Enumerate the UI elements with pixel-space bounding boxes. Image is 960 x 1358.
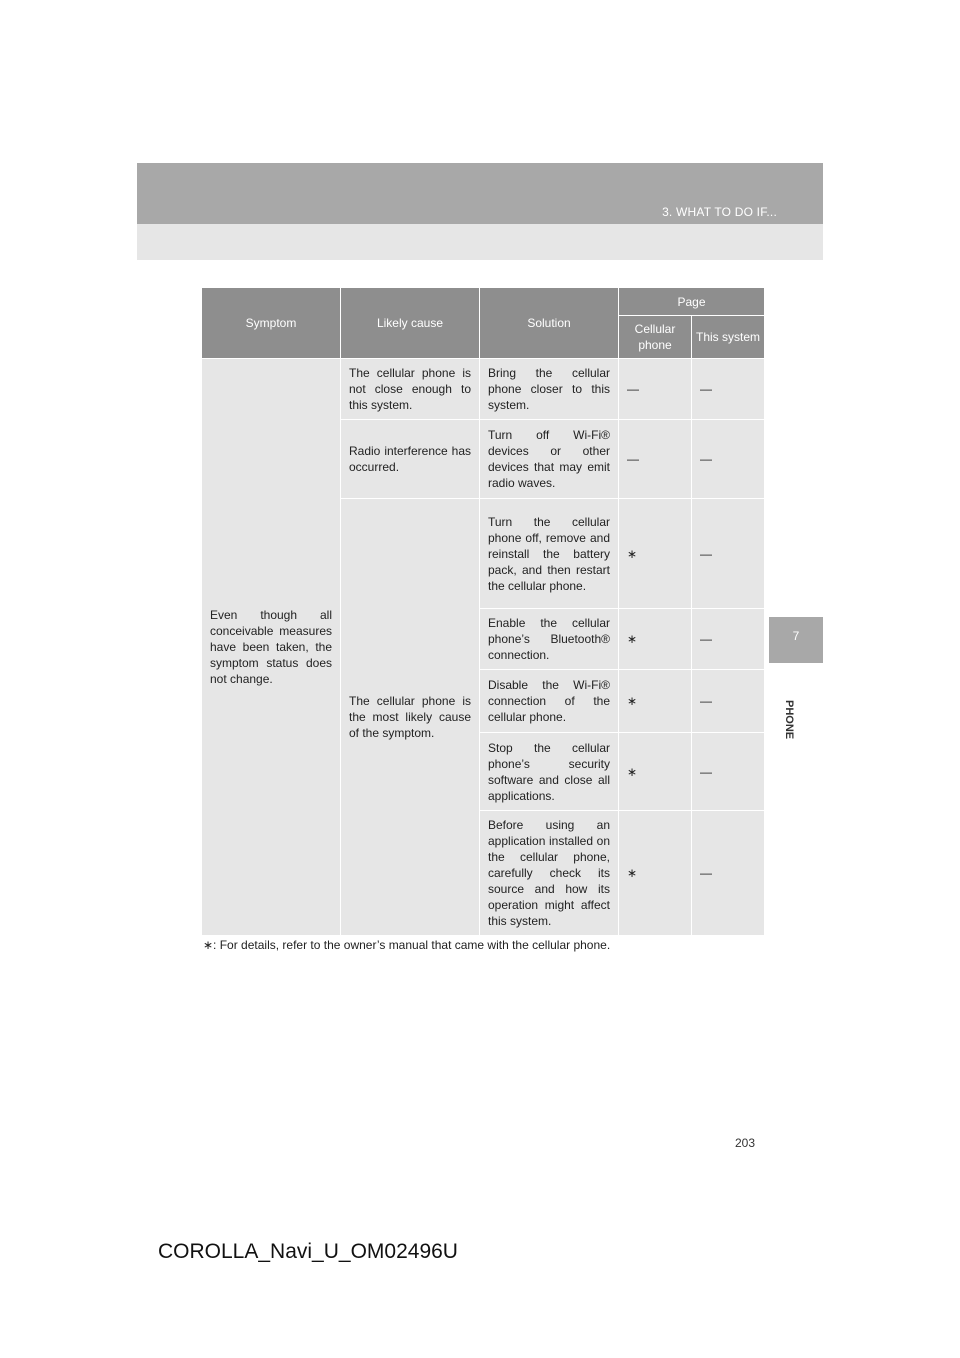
cellular-phone-page-cell: ∗ [619, 811, 692, 936]
header-symptom: Symptom [202, 288, 341, 359]
header-cellular-phone: Cellular phone [619, 316, 692, 359]
this-system-page-cell: — [692, 811, 765, 936]
this-system-page-cell: — [692, 609, 765, 670]
cellular-phone-page-cell: ∗ [619, 733, 692, 811]
symptom-cell: Even though all conceivable measures have been taken, the symptom status does not change. [202, 359, 341, 936]
page-number: 203 [735, 1136, 756, 1150]
cellular-phone-page-cell: ∗ [619, 499, 692, 609]
header-this-system: This system [692, 316, 765, 359]
section-title: 3. WHAT TO DO IF... [662, 205, 777, 219]
this-system-page-cell: — [692, 420, 765, 499]
header-solution: Solution [480, 288, 619, 359]
header-bar [137, 163, 823, 224]
cause-cell: The cellular phone is the most likely cause of the symptom. [341, 499, 480, 936]
solution-cell: Stop the cellular phone’s security software and close all applications. [480, 733, 619, 811]
this-system-page-cell: — [692, 733, 765, 811]
solution-cell: Bring the cellular phone closer to this system. [480, 359, 619, 420]
solution-cell: Before using an application installed on the cellular phone, carefully check its source and how its operation might affect this system. [480, 811, 619, 936]
chapter-tab [769, 617, 823, 663]
cellular-phone-page-cell: ∗ [619, 609, 692, 670]
cause-cell: Radio interference has occurred. [341, 420, 480, 499]
header-page: Page [619, 288, 765, 316]
this-system-page-cell: — [692, 359, 765, 420]
chapter-number: 7 [792, 629, 800, 643]
header-band [137, 224, 823, 260]
cause-cell: The cellular phone is not close enough to this system. [341, 359, 480, 420]
solution-cell: Turn the cellular phone off, remove and reinstall the battery pack, and then restart the cellular phone. [480, 499, 619, 609]
this-system-page-cell: — [692, 499, 765, 609]
cellular-phone-page-cell: — [619, 420, 692, 499]
solution-cell: Enable the cellular phone’s Bluetooth® connection. [480, 609, 619, 670]
footnote: ∗: For details, refer to the owner’s manual that came with the cellular phone. [203, 938, 611, 952]
cellular-phone-page-cell: — [619, 359, 692, 420]
troubleshooting-table [201, 287, 765, 936]
this-system-page-cell: — [692, 670, 765, 733]
cellular-phone-page-cell: ∗ [619, 670, 692, 733]
solution-cell: Turn off Wi-Fi® devices or other devices that may emit radio waves. [480, 420, 619, 499]
document-code: COROLLA_Navi_U_OM02496U [158, 1240, 458, 1263]
chapter-label: PHONE [783, 700, 795, 740]
header-likely-cause: Likely cause [341, 288, 480, 359]
table-row [202, 359, 765, 420]
solution-cell: Disable the Wi-Fi® connection of the cellular phone. [480, 670, 619, 733]
